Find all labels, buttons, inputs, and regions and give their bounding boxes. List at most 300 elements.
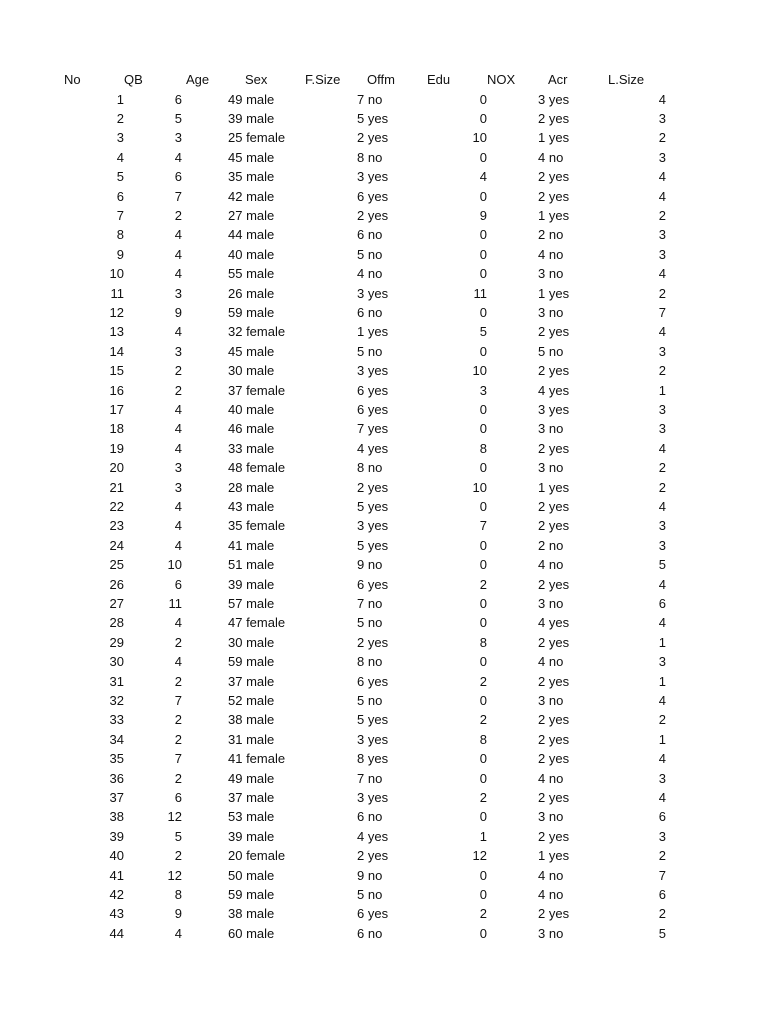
fsize-offm-value: 5 no [357, 692, 383, 708]
fsize-offm-value: 7 no [357, 595, 383, 611]
table-row [0, 536, 768, 555]
age-sex-value: 46 male [228, 421, 275, 437]
age-sex-value: 38 male [228, 712, 275, 728]
qb-value: 9 [174, 304, 182, 320]
lsize-value: 4 [658, 789, 666, 805]
lsize-value: 2 [658, 848, 666, 864]
row-number: 39 [109, 828, 124, 844]
acr-value: 2 yes [538, 324, 570, 340]
fsize-offm-value: 8 yes [357, 751, 389, 767]
table-row [0, 672, 768, 691]
row-number: 29 [109, 634, 124, 650]
row-number: 9 [116, 246, 124, 262]
row-number: 38 [109, 809, 124, 825]
lsize-value: 2 [658, 363, 666, 379]
qb-value: 2 [174, 382, 182, 398]
qb-value: 6 [174, 91, 182, 107]
acr-value: 4 no [538, 246, 564, 262]
qb-value: 4 [174, 421, 182, 437]
fsize-offm-value: 5 yes [357, 537, 389, 553]
lsize-value: 2 [658, 207, 666, 223]
edu-nox-value: 12 [472, 848, 487, 864]
edu-nox-value: 8 [479, 731, 487, 747]
age-sex-value: 39 male [228, 828, 275, 844]
fsize-offm-value: 4 no [357, 266, 383, 282]
table-row [0, 148, 768, 167]
age-sex-value: 59 male [228, 304, 275, 320]
table-row [0, 730, 768, 749]
edu-nox-value: 0 [479, 809, 487, 825]
lsize-value: 4 [658, 576, 666, 592]
table-row [0, 187, 768, 206]
edu-nox-value: 0 [479, 557, 487, 573]
row-number: 35 [109, 751, 124, 767]
qb-value: 4 [174, 537, 182, 553]
acr-value: 3 yes [538, 91, 570, 107]
lsize-value: 3 [658, 343, 666, 359]
age-sex-value: 43 male [228, 498, 275, 514]
acr-value: 3 no [538, 460, 564, 476]
lsize-value: 3 [658, 246, 666, 262]
acr-value: 3 no [538, 304, 564, 320]
header-nox: NOX [487, 72, 516, 87]
qb-value: 4 [174, 615, 182, 631]
qb-value: 12 [167, 867, 182, 883]
table-row [0, 866, 768, 885]
row-number: 21 [109, 479, 124, 495]
age-sex-value: 35 female [228, 518, 286, 534]
table-row [0, 342, 768, 361]
age-sex-value: 53 male [228, 809, 275, 825]
table-row [0, 575, 768, 594]
edu-nox-value: 7 [479, 518, 487, 534]
table-row [0, 846, 768, 865]
edu-nox-value: 2 [479, 712, 487, 728]
age-sex-value: 45 male [228, 343, 275, 359]
age-sex-value: 20 female [228, 848, 286, 864]
edu-nox-value: 0 [479, 91, 487, 107]
fsize-offm-value: 4 yes [357, 828, 389, 844]
age-sex-value: 59 male [228, 886, 275, 902]
row-number: 34 [109, 731, 124, 747]
table-row [0, 633, 768, 652]
header-no: No [64, 72, 81, 87]
age-sex-value: 55 male [228, 266, 275, 282]
acr-value: 3 no [538, 266, 564, 282]
age-sex-value: 44 male [228, 227, 275, 243]
age-sex-value: 51 male [228, 557, 275, 573]
age-sex-value: 39 male [228, 110, 275, 126]
fsize-offm-value: 6 no [357, 227, 383, 243]
edu-nox-value: 5 [479, 324, 487, 340]
row-number: 8 [116, 227, 124, 243]
row-number: 15 [109, 363, 124, 379]
table-row [0, 691, 768, 710]
row-number: 13 [109, 324, 124, 340]
fsize-offm-value: 2 yes [357, 479, 389, 495]
lsize-value: 1 [658, 731, 666, 747]
table-row [0, 264, 768, 283]
edu-nox-value: 0 [479, 654, 487, 670]
fsize-offm-value: 7 no [357, 770, 383, 786]
table-row [0, 827, 768, 846]
edu-nox-value: 0 [479, 537, 487, 553]
edu-nox-value: 0 [479, 110, 487, 126]
age-sex-value: 57 male [228, 595, 275, 611]
row-number: 4 [116, 149, 124, 165]
lsize-value: 1 [658, 673, 666, 689]
acr-value: 3 no [538, 809, 564, 825]
row-number: 37 [109, 789, 124, 805]
row-number: 41 [109, 867, 124, 883]
table-row [0, 555, 768, 574]
age-sex-value: 60 male [228, 925, 275, 941]
lsize-value: 1 [658, 382, 666, 398]
qb-value: 3 [174, 285, 182, 301]
fsize-offm-value: 8 no [357, 460, 383, 476]
table-row [0, 904, 768, 923]
table-row [0, 788, 768, 807]
fsize-offm-value: 3 yes [357, 363, 389, 379]
row-number: 19 [109, 440, 124, 456]
age-sex-value: 37 male [228, 789, 275, 805]
lsize-value: 5 [658, 557, 666, 573]
age-sex-value: 45 male [228, 149, 275, 165]
qb-value: 7 [174, 188, 182, 204]
qb-value: 6 [174, 576, 182, 592]
qb-value: 2 [174, 848, 182, 864]
age-sex-value: 40 male [228, 246, 275, 262]
lsize-value: 6 [658, 886, 666, 902]
lsize-value: 2 [658, 479, 666, 495]
fsize-offm-value: 5 no [357, 615, 383, 631]
edu-nox-value: 0 [479, 401, 487, 417]
edu-nox-value: 0 [479, 460, 487, 476]
lsize-value: 2 [658, 906, 666, 922]
lsize-value: 4 [658, 169, 666, 185]
lsize-value: 4 [658, 751, 666, 767]
table-row [0, 497, 768, 516]
edu-nox-value: 0 [479, 595, 487, 611]
qb-value: 2 [174, 731, 182, 747]
edu-nox-value: 8 [479, 440, 487, 456]
acr-value: 2 yes [538, 789, 570, 805]
qb-value: 8 [174, 886, 182, 902]
row-number: 3 [116, 130, 124, 146]
fsize-offm-value: 3 yes [357, 518, 389, 534]
age-sex-value: 31 male [228, 731, 275, 747]
lsize-value: 7 [658, 867, 666, 883]
qb-value: 4 [174, 266, 182, 282]
qb-value: 2 [174, 712, 182, 728]
lsize-value: 3 [658, 110, 666, 126]
fsize-offm-value: 2 yes [357, 634, 389, 650]
edu-nox-value: 0 [479, 886, 487, 902]
acr-value: 1 yes [538, 207, 570, 223]
acr-value: 2 yes [538, 906, 570, 922]
fsize-offm-value: 6 no [357, 925, 383, 941]
table-row [0, 167, 768, 186]
qb-value: 6 [174, 789, 182, 805]
edu-nox-value: 0 [479, 343, 487, 359]
row-number: 16 [109, 382, 124, 398]
acr-value: 2 yes [538, 634, 570, 650]
fsize-offm-value: 3 yes [357, 789, 389, 805]
row-number: 26 [109, 576, 124, 592]
fsize-offm-value: 6 yes [357, 401, 389, 417]
age-sex-value: 52 male [228, 692, 275, 708]
age-sex-value: 37 male [228, 673, 275, 689]
table-row [0, 478, 768, 497]
age-sex-value: 35 male [228, 169, 275, 185]
edu-nox-value: 0 [479, 751, 487, 767]
row-number: 40 [109, 848, 124, 864]
lsize-value: 2 [658, 130, 666, 146]
edu-nox-value: 3 [479, 382, 487, 398]
lsize-value: 3 [658, 401, 666, 417]
row-number: 42 [109, 886, 124, 902]
lsize-value: 7 [658, 304, 666, 320]
table-row [0, 90, 768, 109]
lsize-value: 3 [658, 227, 666, 243]
header-offm: Offm [367, 72, 395, 87]
fsize-offm-value: 6 yes [357, 673, 389, 689]
lsize-value: 3 [658, 770, 666, 786]
table-row [0, 516, 768, 535]
lsize-value: 4 [658, 324, 666, 340]
row-number: 11 [110, 285, 124, 301]
lsize-value: 4 [658, 91, 666, 107]
edu-nox-value: 0 [479, 615, 487, 631]
edu-nox-value: 0 [479, 498, 487, 514]
lsize-value: 3 [658, 421, 666, 437]
table-row [0, 885, 768, 904]
edu-nox-value: 0 [479, 867, 487, 883]
row-number: 20 [109, 460, 124, 476]
age-sex-value: 41 female [228, 751, 286, 767]
acr-value: 3 no [538, 692, 564, 708]
qb-value: 2 [174, 207, 182, 223]
edu-nox-value: 4 [479, 169, 487, 185]
qb-value: 5 [174, 110, 182, 126]
header-acr: Acr [548, 72, 568, 87]
age-sex-value: 39 male [228, 576, 275, 592]
qb-value: 3 [174, 130, 182, 146]
lsize-value: 3 [658, 828, 666, 844]
table-row [0, 206, 768, 225]
qb-value: 4 [174, 654, 182, 670]
qb-value: 2 [174, 363, 182, 379]
qb-value: 4 [174, 518, 182, 534]
row-number: 5 [116, 169, 124, 185]
lsize-value: 6 [658, 595, 666, 611]
qb-value: 4 [174, 149, 182, 165]
acr-value: 4 no [538, 654, 564, 670]
edu-nox-value: 2 [479, 576, 487, 592]
lsize-value: 4 [658, 692, 666, 708]
fsize-offm-value: 7 no [357, 91, 383, 107]
row-number: 6 [116, 188, 124, 204]
qb-value: 3 [174, 343, 182, 359]
acr-value: 1 yes [538, 848, 570, 864]
age-sex-value: 30 male [228, 634, 275, 650]
header-sex: Sex [245, 72, 268, 87]
table-row [0, 458, 768, 477]
table-row [0, 652, 768, 671]
qb-value: 6 [174, 169, 182, 185]
acr-value: 2 yes [538, 673, 570, 689]
edu-nox-value: 10 [472, 479, 487, 495]
lsize-value: 6 [658, 809, 666, 825]
acr-value: 4 yes [538, 382, 570, 398]
table-row [0, 924, 768, 943]
edu-nox-value: 10 [472, 363, 487, 379]
fsize-offm-value: 1 yes [357, 324, 389, 340]
fsize-offm-value: 2 yes [357, 207, 389, 223]
acr-value: 2 no [538, 537, 564, 553]
acr-value: 4 no [538, 557, 564, 573]
fsize-offm-value: 6 no [357, 809, 383, 825]
lsize-value: 1 [658, 634, 666, 650]
fsize-offm-value: 4 yes [357, 440, 389, 456]
fsize-offm-value: 8 no [357, 149, 383, 165]
fsize-offm-value: 7 yes [357, 421, 389, 437]
acr-value: 3 yes [538, 401, 570, 417]
edu-nox-value: 10 [472, 130, 487, 146]
age-sex-value: 50 male [228, 867, 275, 883]
age-sex-value: 49 male [228, 770, 275, 786]
acr-value: 1 yes [538, 479, 570, 495]
acr-value: 2 yes [538, 363, 570, 379]
edu-nox-value: 2 [479, 789, 487, 805]
fsize-offm-value: 9 no [357, 557, 383, 573]
acr-value: 4 no [538, 149, 564, 165]
row-number: 30 [109, 654, 124, 670]
acr-value: 3 no [538, 925, 564, 941]
acr-value: 2 yes [538, 169, 570, 185]
fsize-offm-value: 2 yes [357, 848, 389, 864]
table-row [0, 400, 768, 419]
lsize-value: 2 [658, 285, 666, 301]
row-number: 7 [116, 207, 124, 223]
age-sex-value: 42 male [228, 188, 275, 204]
qb-value: 11 [168, 595, 182, 611]
acr-value: 5 no [538, 343, 564, 359]
table-row [0, 419, 768, 438]
lsize-value: 4 [658, 266, 666, 282]
table-row [0, 807, 768, 826]
table-row [0, 439, 768, 458]
row-number: 43 [109, 906, 124, 922]
edu-nox-value: 0 [479, 246, 487, 262]
qb-value: 4 [174, 246, 182, 262]
age-sex-value: 28 male [228, 479, 275, 495]
row-number: 18 [109, 421, 124, 437]
row-number: 33 [109, 712, 124, 728]
acr-value: 1 yes [538, 285, 570, 301]
edu-nox-value: 0 [479, 770, 487, 786]
table-row [0, 594, 768, 613]
lsize-value: 2 [658, 460, 666, 476]
qb-value: 3 [174, 460, 182, 476]
age-sex-value: 25 female [228, 130, 286, 146]
fsize-offm-value: 5 yes [357, 498, 389, 514]
row-number: 22 [109, 498, 124, 514]
lsize-value: 3 [658, 518, 666, 534]
row-number: 1 [116, 91, 124, 107]
qb-value: 4 [174, 324, 182, 340]
acr-value: 1 yes [538, 130, 570, 146]
lsize-value: 4 [658, 498, 666, 514]
fsize-offm-value: 2 yes [357, 130, 389, 146]
lsize-value: 5 [658, 925, 666, 941]
table-row [0, 322, 768, 341]
age-sex-value: 49 male [228, 91, 275, 107]
age-sex-value: 37 female [228, 382, 286, 398]
qb-value: 4 [174, 227, 182, 243]
acr-value: 2 yes [538, 828, 570, 844]
edu-nox-value: 0 [479, 227, 487, 243]
acr-value: 3 no [538, 595, 564, 611]
table-row [0, 225, 768, 244]
qb-value: 12 [167, 809, 182, 825]
edu-nox-value: 1 [479, 828, 487, 844]
age-sex-value: 48 female [228, 460, 286, 476]
row-number: 44 [109, 925, 124, 941]
age-sex-value: 33 male [228, 440, 275, 456]
acr-value: 2 yes [538, 110, 570, 126]
header-fsize: F.Size [305, 72, 341, 87]
edu-nox-value: 0 [479, 149, 487, 165]
lsize-value: 3 [658, 537, 666, 553]
header-row [0, 70, 768, 89]
lsize-value: 3 [658, 654, 666, 670]
qb-value: 2 [174, 634, 182, 650]
table-row [0, 381, 768, 400]
fsize-offm-value: 6 yes [357, 576, 389, 592]
qb-value: 9 [174, 906, 182, 922]
edu-nox-value: 0 [479, 304, 487, 320]
lsize-value: 3 [658, 149, 666, 165]
row-number: 10 [109, 266, 124, 282]
table-row [0, 710, 768, 729]
acr-value: 2 yes [538, 518, 570, 534]
lsize-value: 4 [658, 188, 666, 204]
row-number: 32 [109, 692, 124, 708]
qb-value: 10 [167, 557, 182, 573]
fsize-offm-value: 3 yes [357, 731, 389, 747]
header-qb: QB [124, 72, 143, 87]
row-number: 12 [109, 304, 124, 320]
age-sex-value: 38 male [228, 906, 275, 922]
acr-value: 2 yes [538, 576, 570, 592]
edu-nox-value: 11 [473, 285, 487, 301]
qb-value: 2 [174, 770, 182, 786]
edu-nox-value: 0 [479, 925, 487, 941]
qb-value: 2 [174, 673, 182, 689]
fsize-offm-value: 6 yes [357, 188, 389, 204]
header-lsize: L.Size [608, 72, 645, 87]
fsize-offm-value: 5 no [357, 246, 383, 262]
age-sex-value: 32 female [228, 324, 286, 340]
age-sex-value: 27 male [228, 207, 275, 223]
edu-nox-value: 0 [479, 421, 487, 437]
row-number: 31 [109, 673, 124, 689]
edu-nox-value: 0 [479, 692, 487, 708]
row-number: 27 [109, 595, 124, 611]
acr-value: 2 yes [538, 188, 570, 204]
row-number: 17 [109, 401, 124, 417]
